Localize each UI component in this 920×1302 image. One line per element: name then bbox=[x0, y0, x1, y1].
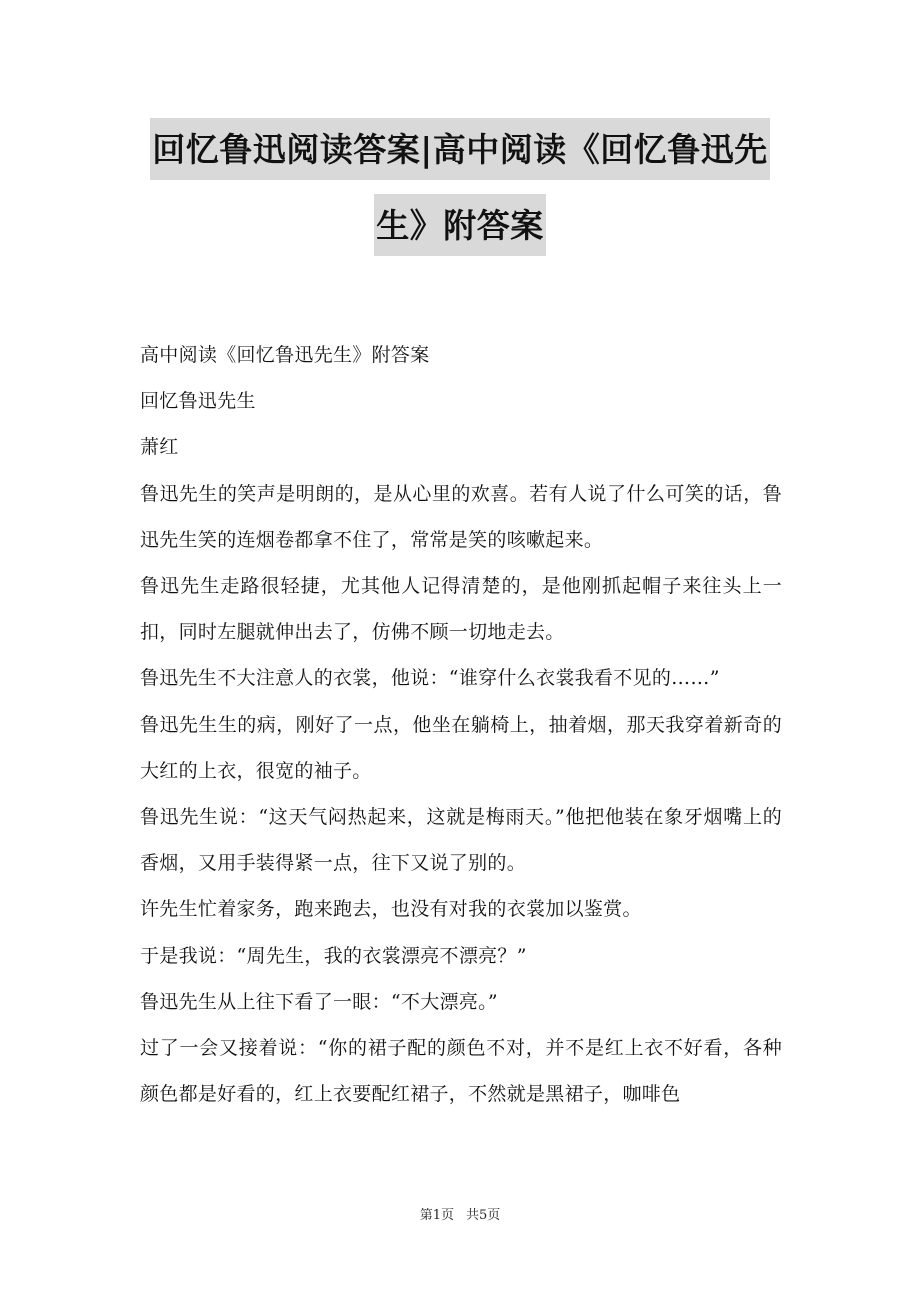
page-footer bbox=[0, 1204, 920, 1223]
paragraph: 鲁迅先生不大注意人的衣裳，他说：“谁穿什么衣裳我看不见的……” bbox=[140, 667, 720, 690]
paragraph: 鲁迅先生说：“这天气闷热起来，这就是梅雨天。”他把他装在象牙烟嘴上的香烟，又用手装得紧一点，往下又说了别的。 bbox=[140, 806, 782, 875]
title-line-1: 回忆鲁迅阅读答案|高中阅读《回忆鲁迅先 bbox=[150, 118, 770, 180]
paragraph-author: 萧红 bbox=[140, 436, 179, 459]
document-body bbox=[140, 332, 782, 1117]
paragraph-article-title: 回忆鲁迅先生 bbox=[140, 390, 256, 413]
paragraph: 鲁迅先生的笑声是明朗的，是从心里的欢喜。若有人说了什么可笑的话，鲁迅先生笑的连烟卷都拿不住了，常常是笑的咳嗽起来。 bbox=[140, 482, 782, 551]
paragraph: 许先生忙着家务，跑来跑去，也没有对我的衣裳加以鉴赏。 bbox=[140, 898, 642, 921]
paragraph: 鲁迅先生从上往下看了一眼：“不大漂亮。” bbox=[140, 990, 498, 1013]
paragraph: 鲁迅先生走路很轻捷，尤其他人记得清楚的，是他刚抓起帽子来往头上一扣，同时左腿就伸出去了，仿佛不顾一切地走去。 bbox=[140, 575, 782, 644]
paragraph: 鲁迅先生生的病，刚好了一点，他坐在躺椅上，抽着烟，那天我穿着新奇的大红的上衣，很宽的袖子。 bbox=[140, 713, 782, 782]
title-line-2: 生》附答案 bbox=[374, 194, 546, 256]
document-title bbox=[0, 118, 920, 256]
page-number-current: 第1页 bbox=[419, 1208, 454, 1223]
page-number-total: 共5页 bbox=[466, 1208, 501, 1223]
paragraph: 过了一会又接着说：“你的裙子配的颜色不对，并不是红上衣不好看，各种颜色都是好看的，红上衣要配红裙子，不然就是黑裙子，咖啡色 bbox=[140, 1037, 782, 1106]
paragraph: 于是我说：“周先生，我的衣裳漂亮不漂亮？” bbox=[140, 944, 527, 967]
paragraph-subtitle: 高中阅读《回忆鲁迅先生》附答案 bbox=[140, 344, 430, 366]
